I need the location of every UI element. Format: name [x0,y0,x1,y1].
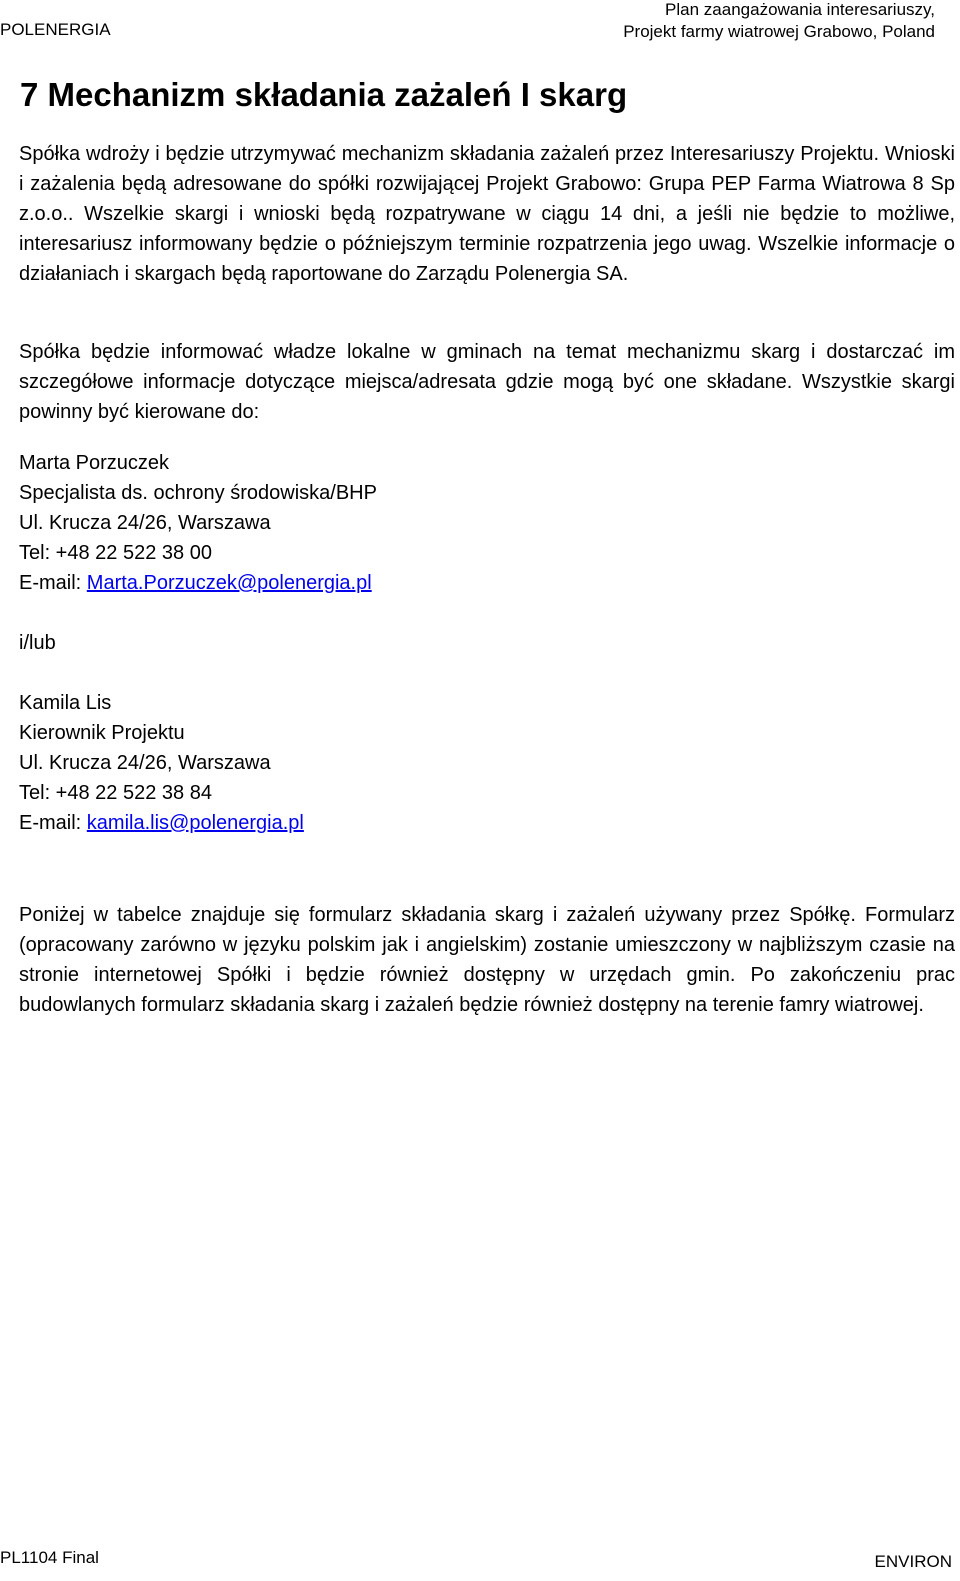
or-separator: i/lub [19,632,56,654]
contact-block-1 [19,448,377,598]
contact-2-address: Ul. Krucza 24/26, Warszawa [19,752,271,774]
header-company: POLENERGIA [0,20,111,39]
header-document-title [623,0,935,43]
contact-1-email-link[interactable]: Marta.Porzuczek@polenergia.pl [86,572,372,594]
paragraph-3-text: Poniżej w tabelce znajduje się formularz składania skarg i zażaleń używany przez Spółkę. Formularz (opracowany zarówno w języku polskim jak i angielskim) zostanie umieszczony w najbliższym czasie na stronie internetowej Spółki i będzie również dostępny w urzędach gmin. Po zakończeniu prac budowlanych formularz składania skarg i zażaleń będzie również dostępny na terenie famry wiatrowej. [19,904,955,1016]
contact-1-phone: Tel: +48 22 522 38 00 [19,542,212,564]
header-title-line-1: Plan zaangażowania interesariuszy, [665,0,935,19]
contact-1-email-label: E-mail: [19,572,87,594]
header-title-line-2: Projekt farmy wiatrowej Grabowo, Poland [623,22,935,41]
footer-company: ENVIRON [874,1552,952,1571]
contact-2-phone: Tel: +48 22 522 38 84 [19,782,212,804]
contact-2-email-label: E-mail: [19,812,87,834]
contact-1-address: Ul. Krucza 24/26, Warszawa [19,512,271,534]
footer-document-id: PL1104 Final [0,1548,99,1567]
contact-2-name: Kamila Lis [19,692,112,714]
contact-1-role: Specjalista ds. ochrony środowiska/BHP [19,482,377,504]
contact-2-email-row [19,808,304,838]
contact-1-email-row [19,568,377,598]
contact-2-role: Kierownik Projektu [19,722,185,744]
paragraph-1-text: Spółka wdroży i będzie utrzymywać mechanizm składania zażaleń przez Interesariuszy Projektu. Wnioski i zażalenia będą adresowane do spółki rozwijającej Projekt Grabowo: Grupa PEP Farma Wiatrowa 8 Sp z.o.o.. Wszelkie skargi i wnioski będą rozpatrywane w ciągu 14 dni, a jeśli nie będzie to możliwe, interesariusz informowany będzie o późniejszym terminie rozpatrzenia jego uwag. Wszelkie informacje o działaniach i skargach będą raportowane do Zarządu Polenergia SA. [19,143,955,285]
section-title: 7 Mechanizm składania zażaleń I skarg [20,76,628,113]
paragraph-1 [19,139,955,289]
contact-2-email-link[interactable]: kamila.lis@polenergia.pl [86,812,304,834]
paragraph-2 [19,337,955,427]
paragraph-2-text: Spółka będzie informować władze lokalne w gminach na temat mechanizmu skarg i dostarczać im szczegółowe informacje dotyczące miejsca/adresata gdzie mogą być one składane. Wszystkie skargi powinny być kierowane do: [19,341,955,423]
contact-1-name: Marta Porzuczek [19,452,170,474]
paragraph-3 [19,900,955,1020]
contact-block-2 [19,688,304,838]
